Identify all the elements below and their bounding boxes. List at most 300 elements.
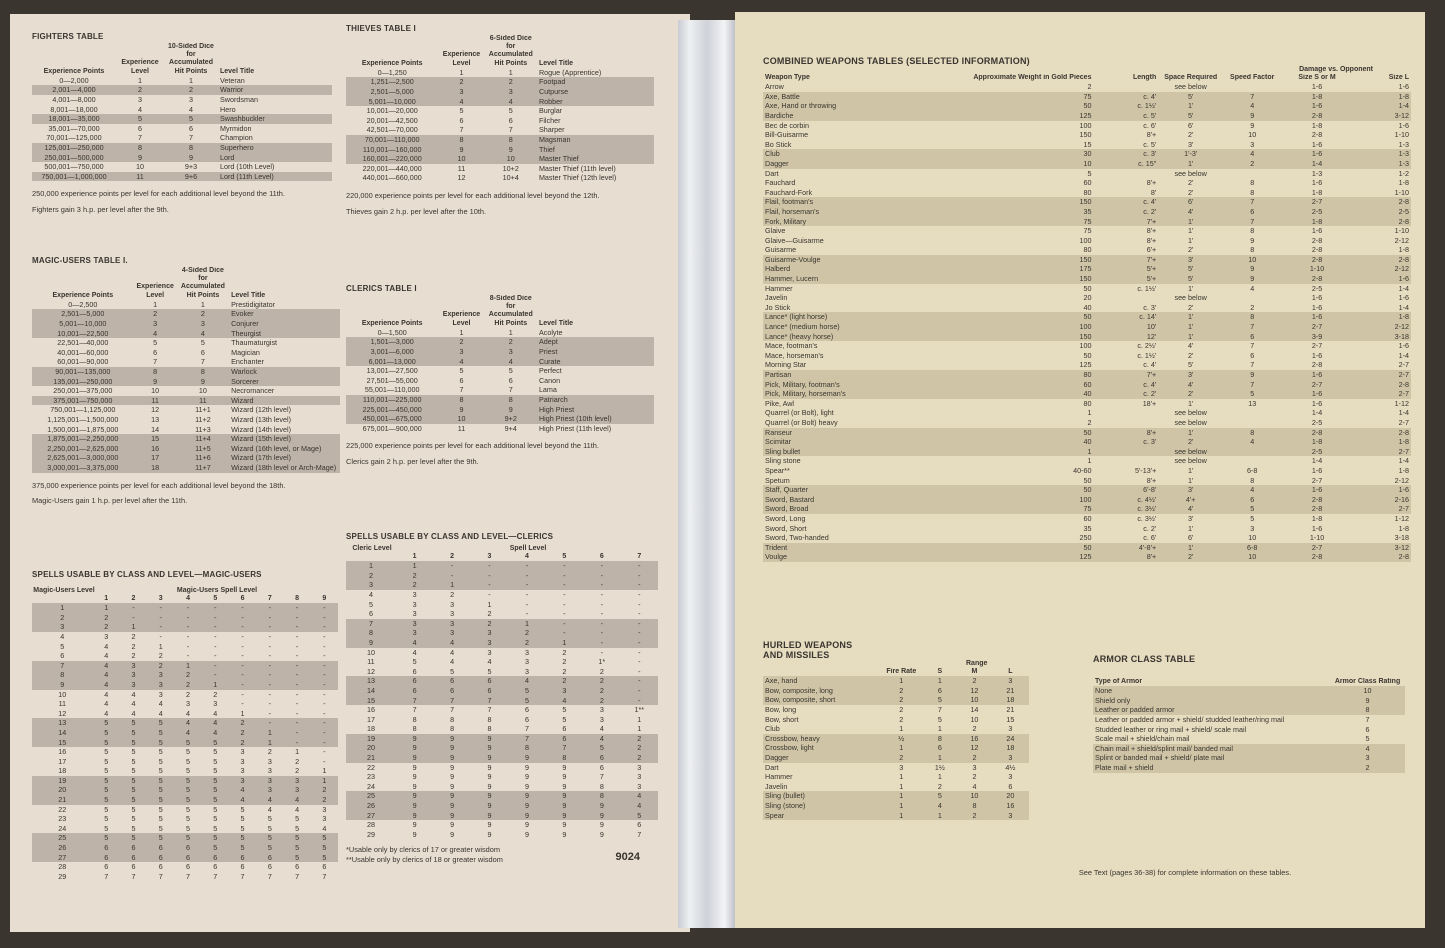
table-cell: 5 [412, 657, 417, 667]
table-cell: 5 [158, 823, 163, 833]
table-row [346, 657, 658, 667]
table-cell: 1-10 [1394, 130, 1409, 140]
page-code: 9024 [615, 851, 640, 864]
table-cell: - [638, 599, 641, 609]
table-cell: - [311, 603, 338, 613]
table-cell: 5 [120, 833, 147, 843]
table-cell: 6'-8' [1093, 485, 1158, 495]
table-cell: - [433, 561, 470, 571]
table-cell: 2 [295, 766, 300, 776]
table-cell: c. 5' [1093, 111, 1158, 121]
table-cell: 7 [1223, 92, 1281, 102]
table-cell: - [120, 603, 147, 613]
table-cell: - [546, 561, 583, 571]
table-cell: 2 [621, 753, 658, 763]
table-cell: 2 [957, 753, 992, 763]
table-cell: 7 [508, 734, 545, 744]
hurled-table [763, 668, 1029, 820]
table-cell: 2 [134, 309, 177, 319]
table-cell: see below [1174, 293, 1207, 303]
table-cell: 2 [485, 337, 537, 347]
column-header: Level Title [220, 67, 255, 75]
table-cell: Glaive [765, 226, 786, 236]
table-cell: 10 [957, 695, 992, 705]
table-cell: 450,001—675,000 [346, 414, 438, 424]
table-cell: - [583, 638, 620, 648]
table-row [32, 872, 338, 882]
table-row [1093, 753, 1405, 763]
table-cell: 7 [322, 871, 327, 881]
table-cell: 4 [93, 670, 120, 680]
table-cell: 4 [923, 801, 958, 811]
table-cell: Sword, Broad [763, 504, 906, 514]
table-cell: 9 [471, 753, 508, 763]
table-cell: 2 [546, 676, 583, 686]
table-cell: 3 [256, 776, 283, 786]
table-cell: 9 [412, 762, 417, 772]
table-cell: 9 [396, 811, 433, 821]
table-cell: Pike, Awl [765, 398, 795, 408]
table-cell: 3 [396, 619, 433, 629]
table-cell: 5 [174, 795, 201, 805]
mu-spells-group-label: Magic-Users Spell Level [176, 587, 258, 594]
table-cell: - [241, 651, 244, 661]
table-cell: - [583, 571, 620, 581]
table-cell: 9 [177, 377, 229, 387]
table-cell: 1 [508, 67, 513, 77]
table-row [763, 207, 1411, 217]
table-cell: 5 [1365, 734, 1370, 744]
cl-spells-note-2: **Usable only by clerics of 18 or greater wisdom [346, 855, 503, 865]
table-cell: 2 [438, 337, 484, 347]
table-cell: - [256, 680, 283, 690]
table-cell: 1-6 [1311, 293, 1323, 303]
table-cell: 60 [1083, 178, 1092, 188]
table-cell: 11 [367, 657, 375, 667]
table-cell: 1' [1158, 543, 1223, 553]
table-cell: 135,001—250,000 [32, 377, 134, 387]
table-row [763, 245, 1411, 255]
table-cell: 8'+ [1146, 475, 1157, 485]
table-cell: 5'+ [1093, 264, 1158, 274]
table-row [346, 357, 654, 367]
column-header: 7 [267, 595, 272, 602]
table-row [763, 274, 1411, 284]
table-cell: 8,001—18,000 [50, 104, 98, 114]
column-header: Experience Level [442, 311, 481, 327]
table-row [32, 463, 340, 473]
table-cell: - [600, 647, 604, 657]
table-cell: 225,001—450,000 [346, 405, 438, 415]
table-cell: 1-4 [1398, 302, 1409, 312]
table-cell: 27 [346, 811, 396, 821]
table-cell: 50 [906, 485, 1094, 495]
table-cell: 3 [213, 699, 218, 709]
table-cell: 2-8 [1353, 428, 1411, 438]
table-cell: 1-4 [1311, 456, 1323, 466]
table-cell: - [202, 670, 229, 680]
table-cell: 22 [58, 804, 67, 814]
table-cell: 3-18 [1394, 533, 1409, 543]
table-cell: 1-6 [1311, 226, 1323, 236]
table-cell: 2,250,001—2,625,000 [32, 444, 134, 454]
table-cell: 2 [396, 571, 433, 581]
table-cell: c. 4' [1093, 380, 1158, 390]
table-cell: 6 [433, 686, 470, 696]
table-cell: 2 [1250, 302, 1255, 312]
table-cell: None [1093, 686, 1330, 696]
table-cell: 4 [1223, 485, 1281, 495]
table-row [32, 661, 338, 671]
column-header: 2 [131, 595, 136, 602]
table-cell: 11+3 [195, 424, 211, 434]
table-cell: Sword, Bastard [763, 495, 906, 505]
table-cell: 1 [174, 661, 201, 671]
table-cell: 4 [438, 97, 484, 107]
table-cell: Magsman [537, 135, 654, 145]
table-cell: 9 [485, 405, 537, 415]
table-cell: 3 [147, 680, 174, 690]
table-cell: 9 [599, 820, 604, 830]
table-cell: - [488, 589, 491, 599]
table-cell: - [583, 561, 620, 571]
table-cell: 1' [1187, 465, 1194, 475]
table-cell: 2 [957, 811, 992, 821]
table-cell: Jo Stick [765, 302, 791, 312]
table-cell: 10 [957, 791, 992, 801]
table-cell: Scimitar [763, 437, 906, 447]
table-cell: 2 [562, 666, 567, 676]
table-cell: 8'+ [1146, 235, 1157, 245]
table-row [763, 226, 1411, 236]
table-cell: 2-8 [1281, 552, 1352, 562]
table-row [763, 437, 1411, 447]
table-cell: 16 [366, 705, 375, 715]
table-row [346, 801, 658, 811]
table-cell: c. 4½' [1093, 495, 1158, 505]
table-cell: 5 [158, 814, 163, 824]
table-cell: 1 [1087, 456, 1092, 466]
table-cell: 1-6 [1281, 149, 1352, 159]
table-cell: 3 [189, 95, 193, 104]
table-row [32, 386, 340, 396]
column-header: 8-Sided Dice for Accumulated Hit Points [488, 295, 533, 327]
table-cell: 1-3 [1353, 149, 1411, 159]
table-cell: 1 [311, 776, 338, 786]
table-row [346, 734, 658, 744]
table-cell: 3-12 [1353, 111, 1411, 121]
table-cell: 5 [120, 718, 147, 728]
table-cell: - [174, 603, 201, 613]
table-cell: - [433, 571, 470, 581]
table-cell: 60 [1083, 513, 1092, 523]
table-cell: 40,001—60,000 [57, 347, 109, 357]
table-cell: - [638, 609, 641, 619]
mu-spells-level-label: Magic-Users Level [33, 587, 95, 594]
table-cell: 5 [621, 811, 658, 821]
table-cell: 6 [322, 862, 327, 872]
table-cell: 1-8 [1353, 312, 1411, 322]
table-row [763, 428, 1411, 438]
table-cell: 1-6 [1398, 82, 1409, 92]
table-cell: Staff, Quarter [763, 485, 906, 495]
table-cell: 5 [93, 776, 120, 786]
table-cell: 6 [433, 676, 470, 686]
table-row [32, 348, 340, 358]
table-row [346, 676, 658, 686]
fighters-section [32, 32, 332, 215]
table-cell: 10 [1330, 686, 1405, 696]
table-cell: 4,001—8,000 [52, 95, 96, 104]
fighters-table [32, 43, 332, 181]
table-cell: 2-8 [1353, 255, 1411, 265]
table-cell: 175 [906, 264, 1094, 274]
table-cell: 9 [433, 734, 470, 744]
table-cell: 6 [546, 734, 583, 744]
table-cell: 2' [1158, 437, 1223, 447]
table-cell: Cutpurse [537, 87, 654, 97]
table-cell: 22,501—40,000 [57, 338, 109, 348]
table-cell: 4 [368, 589, 373, 599]
table-cell: Wizard (17th level) [229, 453, 340, 463]
table-cell: 2-8 [1353, 380, 1411, 390]
table-cell: 8'+ [1146, 226, 1157, 236]
column-header: Length [1132, 74, 1157, 81]
table-cell: 10 [970, 714, 979, 724]
table-cell: 5 [120, 738, 147, 748]
table-cell: - [229, 622, 256, 632]
table-cell: 2 [32, 613, 93, 623]
table-cell: 10 [1248, 533, 1257, 543]
table-cell: - [323, 689, 326, 699]
table-cell: - [323, 631, 326, 641]
table-row [763, 456, 1411, 466]
table-cell: 8'+ [1146, 130, 1157, 140]
table-cell: Halberd [763, 264, 906, 274]
table-cell: 6 [508, 375, 513, 385]
table-cell: 110,001—225,000 [346, 395, 438, 405]
table-cell: c. 2' [1093, 389, 1158, 399]
table-cell: 2 [311, 785, 338, 795]
table-cell: 4 [438, 357, 484, 367]
table-cell: Sword, Short [765, 523, 807, 533]
table-cell: 5 [311, 833, 338, 843]
table-row [346, 619, 658, 629]
table-cell: - [256, 613, 283, 623]
table-cell: 2 [213, 689, 218, 699]
table-cell: 1' [1158, 159, 1223, 169]
table-cell: 150 [906, 255, 1094, 265]
table-cell: 2' [1187, 302, 1194, 312]
table-row [346, 590, 658, 600]
table-cell: 5 [147, 776, 174, 786]
table-cell: 9 [433, 753, 470, 763]
table-cell: 15 [346, 696, 396, 706]
table-cell: c. 3' [1093, 437, 1158, 447]
table-cell: c. 2' [1093, 207, 1158, 217]
column-header: 4-Sided Dice for Accumulated Hit Points [180, 267, 225, 299]
table-cell: 1 [202, 680, 229, 690]
table-cell: Perfect [538, 366, 562, 376]
table-cell: 8 [923, 734, 958, 744]
table-row [1093, 763, 1405, 773]
table-row [32, 862, 338, 872]
table-cell: 5 [267, 823, 272, 833]
table-cell: 1-8 [1281, 92, 1352, 102]
table-cell: - [311, 622, 338, 632]
table-cell: Dart [765, 168, 779, 178]
table-cell: - [563, 609, 566, 619]
table-cell: 1' [1158, 312, 1223, 322]
table-row [346, 405, 654, 415]
table-cell: Chain mail + shield/splint mail/ banded mail [1093, 744, 1330, 754]
table-cell: 2-5 [1353, 207, 1411, 217]
table-cell: 2-8 [1281, 428, 1352, 438]
table-cell: - [621, 638, 658, 648]
table-cell: 2-12 [1394, 235, 1409, 245]
table-cell: 9 [164, 153, 218, 163]
table-cell: 1 [158, 641, 163, 651]
table-cell: 4 [93, 661, 120, 671]
column-header [763, 668, 880, 676]
table-cell: 5' [1158, 92, 1223, 102]
armor-section [1093, 654, 1405, 773]
table-cell: 7 [153, 357, 158, 367]
table-row [346, 811, 658, 821]
weapons-title: COMBINED WEAPONS TABLES (SELECTED INFORMATION) [763, 56, 1030, 66]
table-row [763, 380, 1411, 390]
table-cell: 100 [1079, 235, 1092, 245]
table-cell: Patriarch [537, 395, 654, 405]
table-cell: 1' [1187, 283, 1194, 293]
table-cell: 3-12 [1353, 543, 1411, 553]
mu-spells-title: SPELLS USABLE BY CLASS AND LEVEL—MAGIC-USERS [32, 570, 262, 579]
table-cell: - [283, 738, 310, 748]
table-cell: 6 [1223, 207, 1281, 217]
table-cell: 3 [322, 814, 327, 824]
table-cell: - [508, 580, 545, 590]
table-row [32, 766, 338, 776]
table-cell: Champion [220, 133, 253, 143]
table-cell: 50 [906, 101, 1094, 111]
table-cell: 4 [177, 329, 229, 339]
table-cell: 8 [32, 670, 93, 680]
table-row [1093, 725, 1405, 735]
table-row [763, 255, 1411, 265]
table-cell: - [311, 680, 338, 690]
table-cell: 5 [120, 776, 147, 786]
table-cell: 5 [93, 795, 120, 805]
table-cell: 1-8 [1398, 178, 1409, 188]
table-cell: 1 [637, 714, 642, 724]
table-cell: 10 [366, 647, 375, 657]
column-header [32, 595, 93, 603]
column-header: 3 [487, 553, 492, 560]
table-cell: 50 [1083, 283, 1092, 293]
table-cell: 3 [487, 647, 492, 657]
table-cell: 1 [937, 772, 942, 782]
table-cell: 3' [1187, 139, 1194, 149]
table-cell: 24 [992, 734, 1029, 744]
table-cell: 125 [1079, 360, 1092, 370]
table-cell: 4 [322, 823, 327, 833]
table-cell: 3 [471, 628, 508, 638]
table-cell: 9 [433, 801, 470, 811]
hurled-title-2: AND MISSILES [763, 650, 830, 660]
table-cell: - [563, 599, 566, 609]
table-cell: c. 4' [1143, 360, 1157, 370]
table-cell: 7 [1223, 217, 1281, 227]
table-row [763, 763, 1029, 773]
table-cell: 6 [147, 853, 174, 863]
table-cell: 2-5 [1281, 447, 1352, 457]
table-cell: 9 [396, 734, 433, 744]
table-cell: 11+2 [195, 414, 211, 424]
table-cell: 4' [1187, 341, 1194, 351]
thieves-title: THIEVES TABLE I [346, 24, 416, 33]
table-cell: 6' [1187, 120, 1194, 130]
table-row [346, 328, 654, 338]
table-cell: 5 [508, 106, 513, 116]
table-cell: 5 [153, 338, 158, 348]
table-cell: 9+3 [184, 162, 198, 172]
table-cell: 9 [562, 829, 567, 839]
table-row [32, 319, 340, 329]
table-cell: 4 [450, 647, 455, 657]
table-cell: 7 [1365, 714, 1370, 724]
table-cell: 35 [906, 207, 1094, 217]
table-cell: 5 [131, 766, 136, 776]
table-cell: Bow, composite, short [763, 695, 880, 705]
table-cell: 2-8 [1311, 235, 1323, 245]
table-cell: 50 [1083, 475, 1092, 485]
table-row [32, 357, 340, 367]
table-cell: 2 [485, 77, 537, 87]
table-cell: 6 [1223, 332, 1281, 342]
table-cell: 3 [412, 599, 417, 609]
table-cell: 5 [283, 833, 310, 843]
table-cell: 220,001—440,000 [362, 163, 422, 173]
table-cell: 2 [177, 309, 229, 319]
table-cell [1093, 82, 1158, 92]
table-cell: 2-7 [1281, 197, 1352, 207]
clerics-note-2: Clerics gain 2 h.p. per level after the 9th. [346, 457, 479, 467]
table-cell: 50 [906, 312, 1094, 322]
table-cell: 7 [599, 772, 604, 782]
table-cell: Dagger [763, 159, 906, 169]
table-row [32, 143, 332, 153]
table-row [346, 772, 658, 782]
table-cell: Wizard (15th level) [229, 434, 340, 444]
table-cell: 5 [174, 785, 201, 795]
table-cell: 6 [267, 862, 272, 872]
table-cell: 6 [153, 347, 158, 357]
table-cell: 4 [1330, 744, 1405, 754]
table-cell: 1 [880, 791, 923, 801]
table-cell: 9 [438, 405, 484, 415]
column-header: Experience Level [121, 59, 159, 75]
table-cell: 2 [147, 661, 174, 671]
table-cell: - [638, 657, 641, 667]
table-cell: 1' [1187, 235, 1194, 245]
table-cell: 80 [906, 370, 1094, 380]
table-cell: Crossbow, light [763, 743, 880, 753]
table-cell: 50 [906, 428, 1094, 438]
table-cell: 5 [295, 814, 300, 824]
table-cell: 3 [524, 647, 529, 657]
table-cell: 40 [1083, 302, 1092, 312]
table-cell: 1 [880, 676, 923, 686]
